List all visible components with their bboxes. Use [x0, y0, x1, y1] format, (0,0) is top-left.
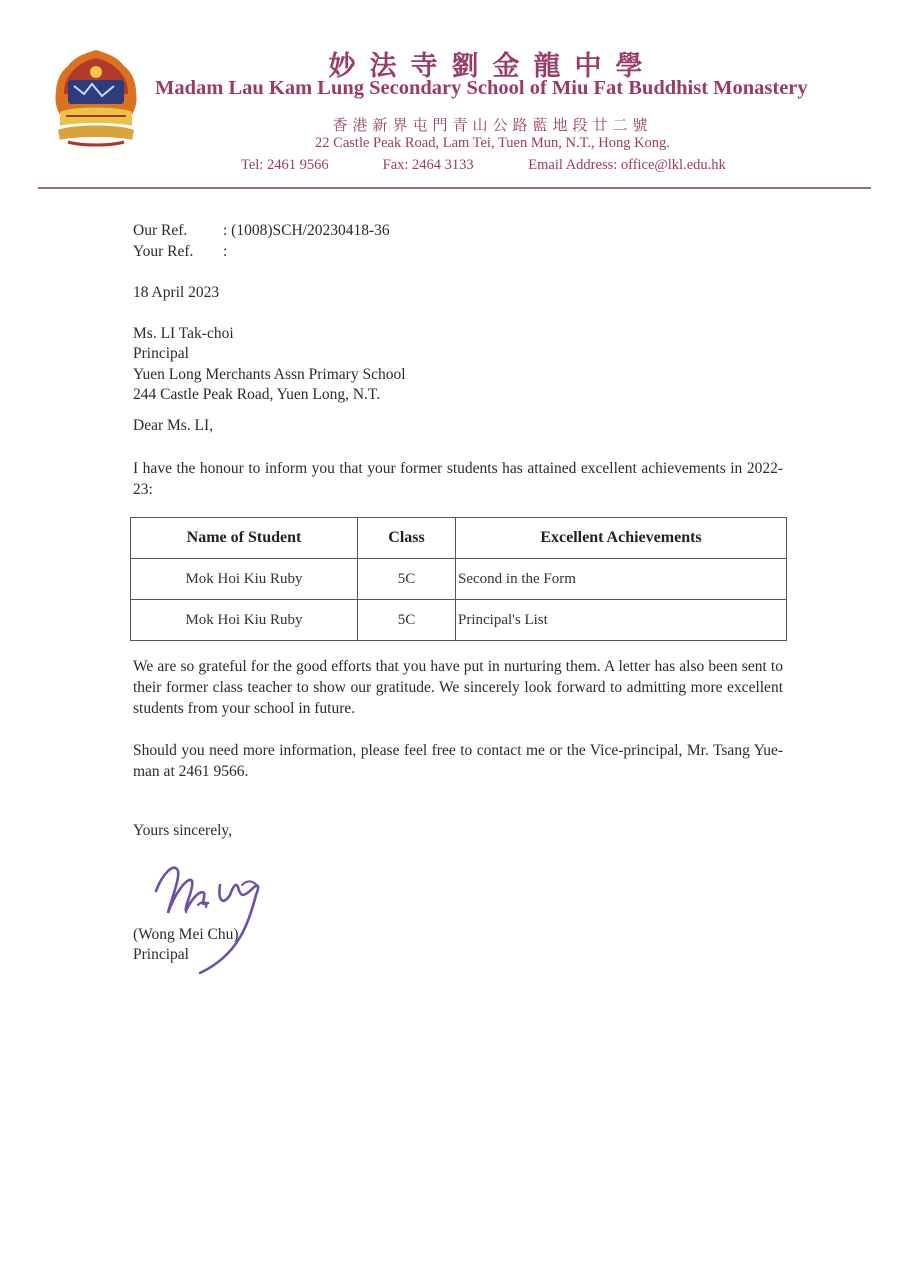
header-excellent-achievements: Excellent Achievements: [456, 518, 787, 559]
class-cell: 5C: [358, 559, 456, 600]
school-fax: Fax: 2464 3133: [382, 157, 474, 173]
your-ref-value: :: [223, 243, 228, 260]
school-tel: Tel: 2461 9566: [241, 157, 329, 173]
table-row: [131, 600, 787, 641]
letter-date: 18 April 2023: [133, 284, 220, 301]
achievements-table: [130, 517, 787, 641]
table-row: [131, 559, 787, 600]
signer-name: (Wong Mei Chu): [133, 926, 239, 943]
header-class: Class: [358, 518, 456, 559]
recipient-school: Yuen Long Merchants Assn Primary School: [133, 366, 406, 383]
header-name-of-student: Name of Student: [131, 518, 358, 559]
achievement-cell: Second in the Form: [456, 559, 787, 600]
school-english-name: Madam Lau Kam Lung Secondary School of Miu Fat Buddhist Monastery: [155, 77, 808, 99]
our-ref-value: : (1008)SCH/20230418-36: [223, 222, 390, 239]
achievement-cell: Principal's List: [456, 600, 787, 641]
header-divider: [38, 187, 871, 189]
school-chinese-address: 香港新界屯門青山公路藍地段廿二號: [332, 116, 653, 134]
student-name-cell: Mok Hoi Kiu Ruby: [131, 559, 358, 600]
table-header-row: [131, 518, 787, 559]
class-cell: 5C: [358, 600, 456, 641]
school-email[interactable]: Email Address: office@lkl.edu.hk: [528, 157, 726, 173]
closing: Yours sincerely,: [133, 822, 233, 839]
your-ref-label: Your Ref.: [133, 243, 194, 260]
recipient-address: 244 Castle Peak Road, Yuen Long, N.T.: [133, 386, 381, 403]
signer-title: Principal: [133, 946, 189, 963]
school-english-address: 22 Castle Peak Road, Lam Tei, Tuen Mun, N.T., Hong Kong.: [315, 135, 670, 151]
recipient-title: Principal: [133, 345, 189, 362]
school-contact-line: [241, 157, 726, 174]
gratitude-paragraph: We are so grateful for the good efforts that you have put in nurturing them. A letter has also been sent to their former class teacher to show our gratitude. We sincerely look forward to admitting more excellent students from your school in future.: [133, 658, 783, 717]
reference-block: [133, 222, 390, 264]
salutation: Dear Ms. LI,: [133, 417, 214, 434]
student-name-cell: Mok Hoi Kiu Ruby: [131, 600, 358, 641]
our-ref-label: Our Ref.: [133, 222, 188, 239]
contact-paragraph: Should you need more information, please feel free to contact me or the Vice-principal, Mr. Tsang Yue-man at 2461 9566.: [133, 742, 783, 780]
school-chinese-name: 妙法寺劉金龍中學: [328, 51, 657, 82]
recipient-name: Ms. LI Tak-choi: [133, 325, 234, 342]
intro-paragraph: I have the honour to inform you that your former students has attained excellent achievements in 2022-23:: [133, 460, 783, 498]
